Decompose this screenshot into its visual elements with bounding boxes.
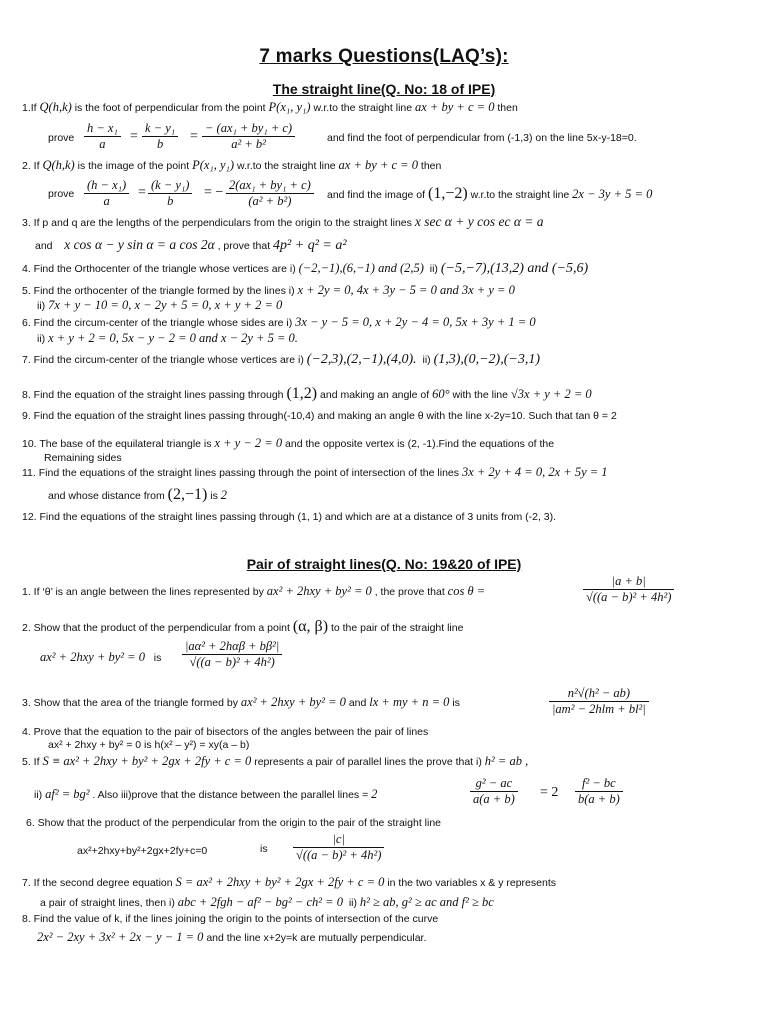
s1-q5-line2 [37,299,282,313]
math: 2 [220,488,228,502]
q-text: and [35,240,53,252]
math: 3x + 2y + 4 = 0, 2x + 5y = 1 [461,465,608,479]
fraction [182,639,282,670]
denominator: √((a − b)² + 4h²) [296,848,382,862]
q-text: w.r.to the straight line [470,189,570,201]
s2-q1 [22,585,485,599]
equals: = [130,129,138,144]
q-text: 8. Find the equation of the straight lines passing through [22,389,284,401]
q-text: w.r.to the straight line [236,160,336,172]
s2-q4-line2: ax² + 2hxy + by² = 0 is h(x² – y²) = xy(a – b) [48,739,250,751]
math: x + y − 2 = 0 [214,436,283,450]
numerator: 2(ax₁ + by₁ + c) [226,178,314,194]
s2-q6-line1: 6. Show that the product of the perpendicular from the origin to the pair of the straight line [26,817,441,829]
fraction [142,121,178,152]
q-text: then [497,102,518,114]
math: 2x − 3y + 5 = 0 [572,187,653,201]
s1-q1-line1 [22,101,518,115]
math: (−2,−1),(6,−1) and (2,5) [298,261,424,275]
denominator: |am² − 2hlm + bl²| [552,702,646,716]
s2-q5-line1 [22,755,528,769]
math: 7x + y − 10 = 0, x − 2y + 5 = 0, x + y + 2 = 0 [48,298,283,312]
math: ax² + 2hxy + by² = 0 [240,695,346,709]
q-text: ii) [422,354,431,366]
q-text: ii) [34,789,43,801]
fraction [293,832,384,863]
equals: = [190,129,198,144]
q-text: then [420,160,442,172]
denominator: a [103,194,110,208]
s1-q2-line1 [22,159,441,173]
page-title: 7 marks Questions(LAQ’s): [259,46,509,67]
equals: = − [204,185,224,200]
math: Q(h,k) [39,100,72,114]
s1-q4 [22,262,588,276]
math: ax + by + c = 0 [415,100,495,114]
q-text: , the prove that [374,586,445,598]
math: (1,3),(0,−2),(−3,1) [433,352,540,367]
denominator: a(a + b) [473,792,515,806]
s2-q8-line2 [37,931,426,945]
q-text: and find the image of [327,189,426,201]
math: Q(h,k) [42,158,75,172]
s1-q10-line1 [22,437,554,451]
numerator: (k − y₁) [148,178,192,194]
q-text: ii) [348,897,357,909]
q-text: is [210,490,218,502]
math: x + 2y = 0, 4x + 3y − 5 = 0 and 3x + y = 0 [297,283,515,297]
denominator: b(a + b) [578,792,620,806]
s2-q2-line2 [40,651,161,665]
s2-q6-is: is [260,843,268,855]
denominator: √((a − b)² + 4h²) [189,655,275,669]
q-text: w.r.to the straight line [313,102,413,114]
denominator: a [99,137,106,151]
math: h² = ab , [484,754,529,768]
s1-q9: 9. Find the equation of the straight lines passing through(-10,4) and making an angle θ with the line x-2y=10. Such that tan θ = 2 [22,410,617,422]
s1-q6-line2 [37,332,298,346]
fraction [148,178,192,209]
math: S ≡ ax² + 2hxy + by² + 2gx + 2fy + c = 0 [42,754,252,768]
q-text: represents a pair of parallel lines the prove that i) [254,756,482,768]
s1-q1-tail: and find the foot of perpendicular from (-1,3) on the line 5x-y-18=0. [327,132,637,144]
q-text: 5. If [22,756,40,768]
q-text: 11. Find the equations of the straight lines passing through the point of intersection of the lines [22,467,460,479]
s1-q11-line2 [48,488,227,503]
math: √3x + y + 2 = 0 [510,387,592,401]
section-title-straight-line: The straight line(Q. No: 18 of IPE) [272,81,496,97]
s1-q10-line2: Remaining sides [44,452,122,464]
math: (α, β) [292,618,329,635]
q-text: 3. If p and q are the lengths of the perpendiculars from the origin to the straight lines [22,217,412,229]
q-text: 2. Show that the product of the perpendicular from a point [22,622,290,634]
math: (2,−1) [167,486,208,503]
equals: = 2 [540,785,559,800]
numerator: − (ax₁ + by₁ + c) [202,121,295,137]
math: af² = bg² [45,787,90,801]
q-text: and the opposite vertex is (2, -1).Find the equations of the [285,438,555,450]
numerator: |a + b| [583,574,674,590]
math: ax² + 2hxy + by² = 0 [40,650,145,664]
q-text: in the two variables x & y represents [387,877,556,889]
math: S = ax² + 2hxy + by² + 2gx + 2fy + c = 0 [175,875,385,889]
numerator: |c| [293,832,384,848]
s1-q12: 12. Find the equations of the straight lines passing through (1, 1) and which are at a distance of 3 units from (-2, 3). [22,511,557,523]
numerator: k − y₁ [142,121,178,137]
math: P(x₁, y₁) [268,100,311,114]
s1-q6-line1 [22,316,536,330]
fraction [84,121,121,152]
s1-q7 [22,353,540,367]
q-text: and [348,697,367,709]
s1-q11-line1 [22,466,608,480]
s1-q8 [22,387,592,402]
math: 3x − y − 5 = 0, x + 2y − 4 = 0, 5x + 3y + 1 = 0 [295,315,536,329]
numerator: (h − x₁) [84,178,129,194]
s1-q1-prove: prove [48,132,75,144]
s2-q7-line2 [40,896,494,910]
s2-q5-line2 [34,788,377,802]
q-text: 4. Find the Orthocenter of the triangle whose vertices are i) [22,263,296,275]
math: 2x² − 2xy + 3x² + 2x − y − 1 = 0 [37,930,204,944]
numerator: g² − ac [470,776,518,792]
denominator: (a² + b²) [248,194,292,208]
q-text: 5. Find the orthocenter of the triangle formed by the lines i) [22,285,295,297]
denominator: a² + b² [231,137,266,151]
denominator: b [167,194,174,208]
q-text: 1. If ‘θ’ is an angle between the lines represented by [22,586,264,598]
math: abc + 2fgh − af² − bg² − ch² = 0 [177,895,343,909]
fraction [575,776,623,807]
math: h² ≥ ab, g² ≥ ac and f² ≥ bc [359,895,494,909]
q-text: 7. If the second degree equation [22,877,173,889]
numerator: |aα² + 2hαβ + bβ²| [182,639,282,655]
math: 60° [432,387,450,401]
math: 4p² + q² = a² [273,238,347,253]
q-text: is the image of the point [77,160,190,172]
math: (1,2) [286,385,318,402]
q-text: 6. Find the circum-center of the triangle whose sides are i) [22,317,293,329]
math: (1,−2) [428,185,468,202]
q-text: is [153,652,162,664]
q-text: 7. Find the circum-center of the triangle whose vertices are i) [22,354,304,366]
math: cos θ = [447,584,486,598]
math: x cos α − y sin α = a cos 2α [64,237,215,252]
q-text: 3. Show that the area of the triangle formed by [22,697,238,709]
q-text: and the line x+2y=k are mutually perpendicular. [206,932,427,944]
s1-q3-line1 [22,215,544,230]
q-text: 10. The base of the equilateral triangle is [22,438,212,450]
q-text: is the foot of perpendicular from the point [74,102,266,114]
math: ax + by + c = 0 [338,158,418,172]
s1-q5-line1 [22,284,515,298]
fraction [549,686,649,717]
numerator: f² − bc [575,776,623,792]
fraction [202,121,295,152]
math: x sec α + y cos ec α = a [414,214,544,229]
s1-q2-tail [327,187,652,202]
denominator: b [156,137,164,151]
math: ax² + 2hxy + by² = 0 [266,584,372,598]
numerator: n²√(h² − ab) [549,686,649,702]
q-text: 1.If [22,102,37,114]
q-text: a pair of straight lines, then i) [40,897,175,909]
section-title-pair-of-lines: Pair of straight lines(Q. No: 19&20 of IPE) [246,556,522,572]
s1-q3-line2 [35,238,347,253]
fraction [470,776,518,807]
numerator: h − x₁ [84,121,121,137]
q-text: , prove that [217,240,271,252]
q-text: is [452,697,460,709]
q-text: with the line [452,389,508,401]
q-text: ii) [429,263,438,275]
denominator: √((a − b)² + 4h²) [586,590,672,604]
q-text: 2. If [22,160,40,172]
q-text: . Also iii)prove that the distance between the parallel lines = [92,789,369,801]
math: (−5,−7),(13,2) and (−5,6) [440,261,589,276]
fraction [583,574,674,605]
math: 2 [371,787,378,801]
q-text: ii) [37,333,46,345]
q-text: and whose distance from [48,490,165,502]
math: (−2,3),(2,−1),(4,0). [306,352,417,367]
s2-q2-line1 [22,620,463,635]
q-text: ii) [37,300,46,312]
s2-q7-line1 [22,876,556,890]
s1-q2-prove: prove [48,188,75,200]
math: lx + my + n = 0 [369,695,450,709]
s2-q4-line1: 4. Prove that the equation to the pair of bisectors of the angles between the pair of lines [22,726,429,738]
s2-q6-line2: ax²+2hxy+by²+2gx+2fy+c=0 [77,845,208,857]
q-text: and making an angle of [320,389,430,401]
equals: = [138,185,146,200]
fraction [84,178,129,209]
math: P(x₁, y₁) [192,158,235,172]
s2-q8-line1: 8. Find the value of k, if the lines joining the origin to the points of intersection of the curve [22,913,439,925]
q-text: to the pair of the straight line [330,622,464,634]
s2-q3 [22,696,460,710]
math: x + y + 2 = 0, 5x − y − 2 = 0 and x − 2y + 5 = 0. [48,331,298,345]
fraction [226,178,314,209]
